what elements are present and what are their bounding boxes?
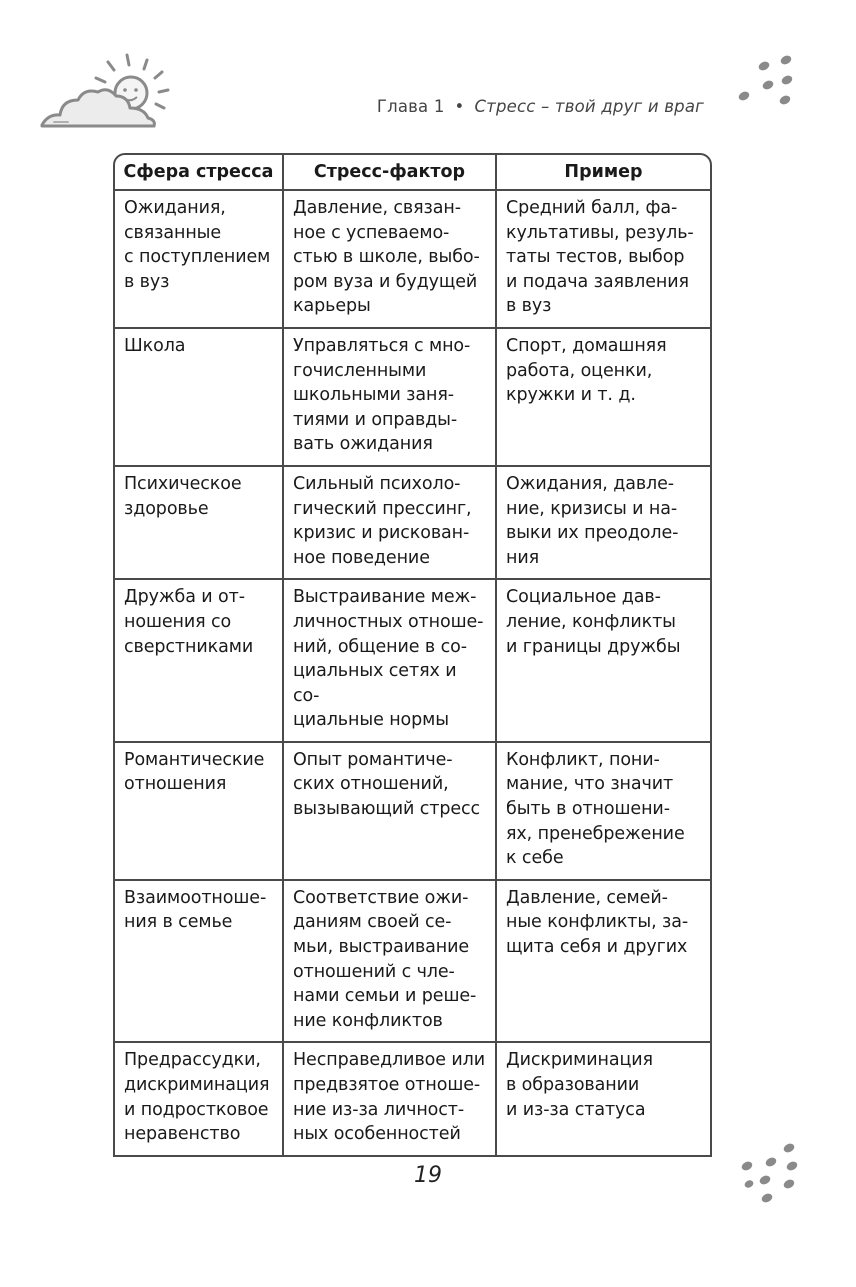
cell-example: Средний балл, фа- культативы, резуль- таты тестов, выбор и подача заявления в вуз [496, 190, 710, 328]
chapter-label: Глава 1 [376, 97, 445, 116]
dots-decoration-icon [737, 1140, 807, 1212]
table-row [115, 742, 710, 880]
cell-sphere: Ожидания, связанные с поступлением в вуз [124, 198, 271, 292]
table-row [115, 579, 710, 742]
cell-example: Спорт, домашняя работа, оценки, кружки и т. д. [496, 328, 710, 466]
cell-example: Ожидания, давле- ние, кризисы и на- выки их преодоле- ния [496, 466, 710, 579]
column-header-factor: Стресс-фактор [283, 155, 496, 190]
cell-sphere: Дружба и от- ношения со сверстниками [115, 579, 283, 742]
cell-example: Давление, семей- ные конфликты, за- щита себя и других [496, 880, 710, 1043]
cell-example: Социальное дав- ление, конфликты и границы дружбы [496, 579, 710, 742]
cell-factor: Сильный психоло- гический прессинг, кризис и рискован- ное поведение [283, 466, 496, 579]
table-row [115, 880, 710, 1043]
cell-sphere: Предрассудки, дискриминация и подростковое неравенство [115, 1042, 283, 1154]
cell-sphere: Школа [115, 328, 283, 466]
cell-factor: Опыт романтиче- ских отношений, вызывающий стресс [283, 742, 496, 880]
column-header-example: Пример [496, 155, 710, 190]
cell-sphere: Взаимоотноше- ния в семье [115, 880, 283, 1043]
cell-example: Дискриминация в образовании и из-за статуса [496, 1042, 710, 1154]
table-row [115, 1042, 710, 1154]
header-separator: • [454, 97, 465, 116]
column-header-sphere: Сфера стресса [115, 155, 283, 190]
table-row [115, 328, 710, 466]
stress-table [113, 153, 712, 1157]
cell-sphere: Психическое здоровье [115, 466, 283, 579]
cell-example: Конфликт, пони- мание, что значит быть в отношени- ях, пренебрежение к себе [496, 742, 710, 880]
cell-sphere: Романтические отношения [115, 742, 283, 880]
page-number: 19 [414, 1163, 442, 1188]
cell-factor: Управляться с мно- гочисленными школьными заня- тиями и оправды- вать ожидания [283, 328, 496, 466]
dots-decoration-icon [734, 52, 804, 116]
chapter-subtitle: Стресс – твой друг и враг [474, 97, 704, 116]
running-header [377, 97, 704, 116]
cell-factor: Выстраивание меж- личностных отноше- ний, общение в со- циальных сетях и со- циальные нормы [283, 579, 496, 742]
cloud-sun-icon [38, 48, 183, 136]
table-row [115, 466, 710, 579]
cell-factor: Несправедливое или предвзятое отноше- ние из-за личност- ных особенностей [283, 1042, 496, 1154]
table-header-row [115, 155, 710, 190]
cell-factor: Давление, связан- ное с успеваемо- стью в школе, выбо- ром вуза и будущей карьеры [283, 190, 496, 328]
table-row [115, 190, 710, 328]
cell-factor: Соответствие ожи- даниям своей се- мьи, выстраивание отношений с чле- нами семьи и реше- ние конфликтов [283, 880, 496, 1043]
